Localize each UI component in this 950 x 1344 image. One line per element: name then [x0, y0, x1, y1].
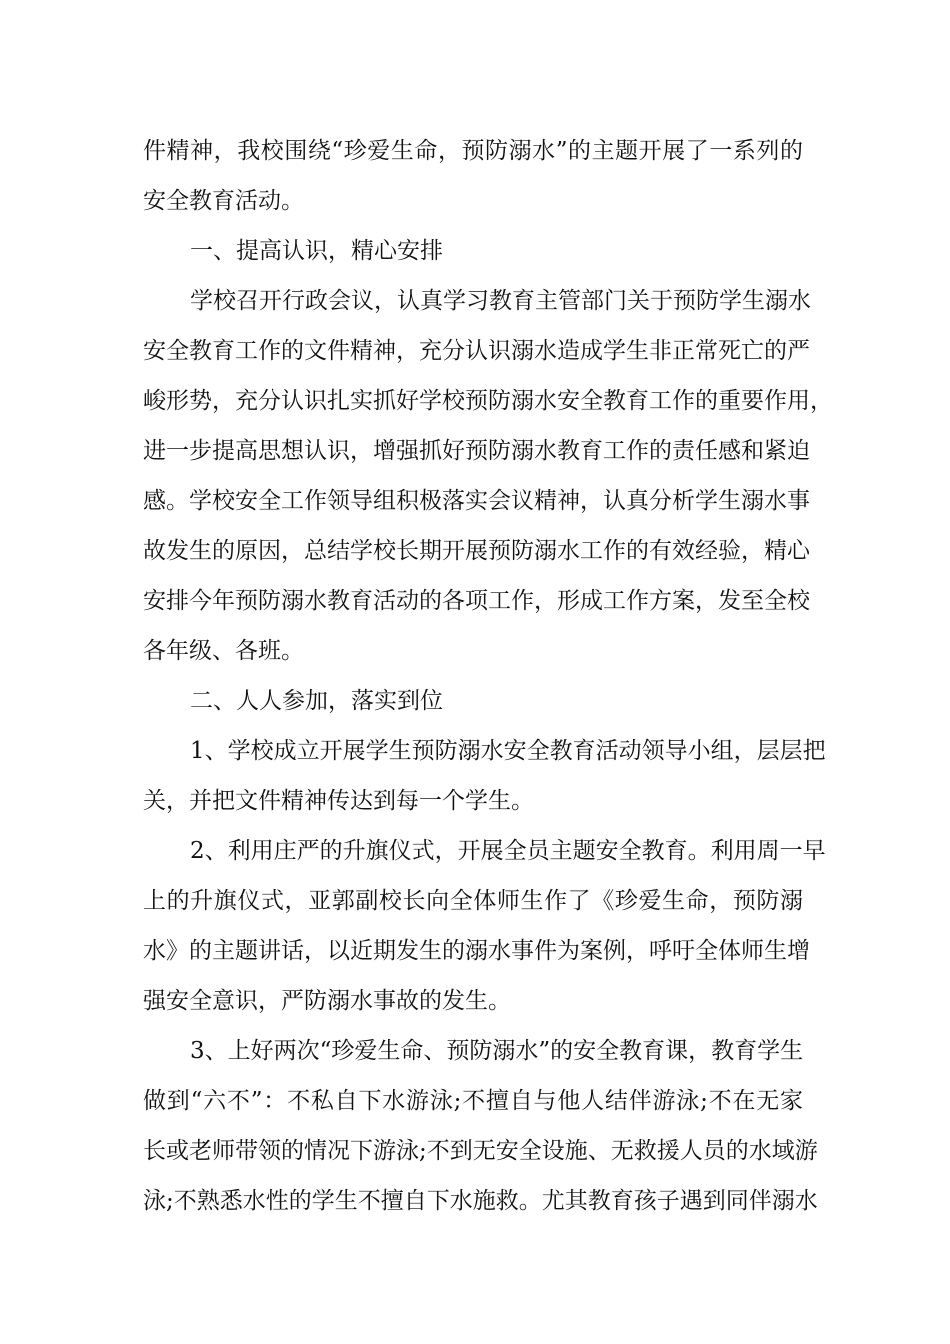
text-line: 关，并把文件精神传达到每一个学生。	[143, 788, 534, 814]
text-line: 各年级、各班。	[143, 638, 304, 664]
text-line: 强安全意识，严防溺水事故的发生。	[143, 988, 511, 1014]
text-line: 安全教育活动。	[143, 188, 304, 214]
text-line: 2、利用庄严的升旗仪式，开展全员主题安全教育。利用周一早	[190, 838, 826, 864]
text-line: 进一步提高思想认识，增强抓好预防溺水教育工作的责任感和紧迫	[143, 438, 810, 464]
text-line: 长或老师带领的情况下游泳;不到无安全设施、无救援人员的水域游	[143, 1138, 818, 1164]
text-line: 做到“六不”：不私自下水游泳;不擅自与他人结伴游泳;不在无家	[143, 1088, 803, 1114]
text-line: 峻形势，充分认识扎实抓好学校预防溺水安全教育工作的重要作用，	[143, 388, 833, 414]
section-heading: 二、人人参加，落实到位	[190, 688, 443, 714]
text-line: 泳;不熟悉水性的学生不擅自下水施救。尤其教育孩子遇到同伴溺水	[143, 1188, 818, 1214]
text-line: 感。学校安全工作领导组积极落实会议精神，认真分析学生溺水事	[143, 488, 810, 514]
text-line: 故发生的原因，总结学校长期开展预防溺水工作的有效经验，精心	[143, 538, 810, 564]
text-line: 1、学校成立开展学生预防溺水安全教育活动领导小组，层层把	[190, 738, 826, 764]
text-line: 学校召开行政会议，认真学习教育主管部门关于预防学生溺水	[190, 288, 811, 314]
text-line: 水》的主题讲话，以近期发生的溺水事件为案例，呼吁全体师生增	[143, 938, 810, 964]
text-line: 上的升旗仪式，亚郭副校长向全体师生作了《珍爱生命，预防溺	[143, 888, 803, 914]
text-line: 安全教育工作的文件精神，充分认识溺水造成学生非正常死亡的严	[143, 338, 810, 364]
text-line: 安排今年预防溺水教育活动的各项工作，形成工作方案，发至全校	[143, 588, 810, 614]
section-heading: 一、提高认识，精心安排	[190, 238, 443, 264]
text-line: 件精神，我校围绕“珍爱生命，预防溺水”的主题开展了一系列的	[143, 138, 803, 164]
text-line: 3、上好两次“珍爱生命、预防溺水”的安全教育课，教育学生	[190, 1038, 804, 1064]
